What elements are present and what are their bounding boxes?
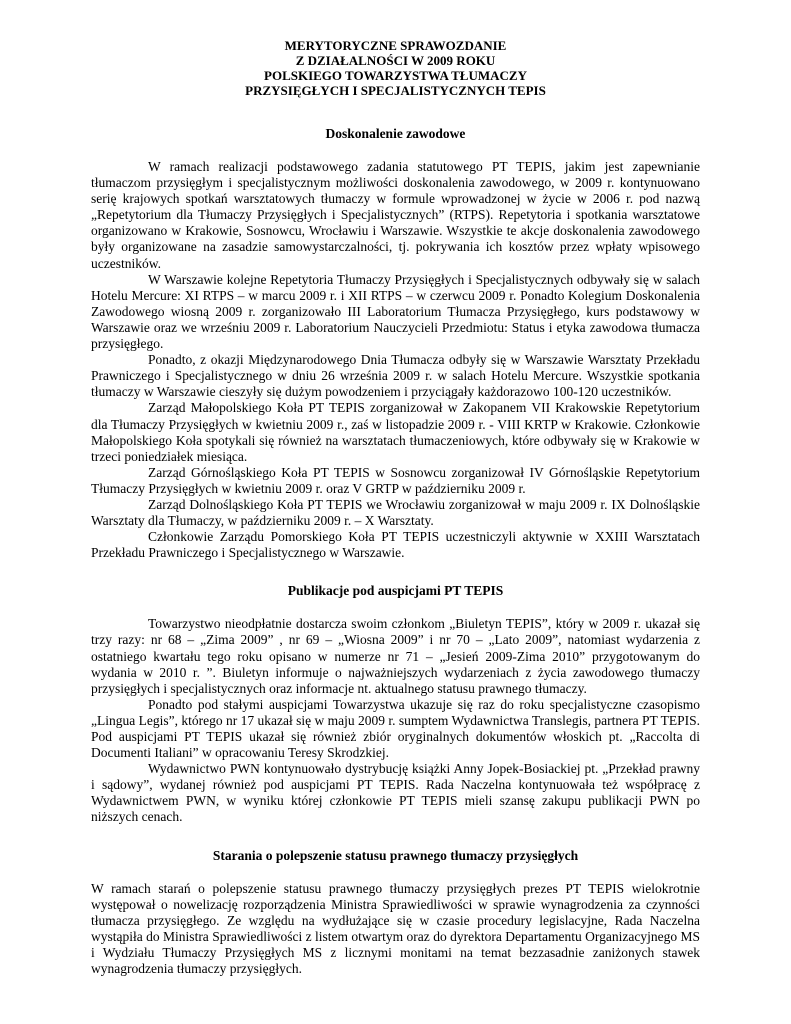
document-title xyxy=(91,38,700,98)
paragraph: W Warszawie kolejne Repetytoria Tłumaczy Przysięgłych i Specjalistycznych odbywały się w salach Hotelu Mercure: XI RTPS – w marcu 2009 r. i XII RTPS – w czerwcu 2009 r. Ponadto Kolegium Doskonalenia Zawodowego wiosną 2009 r. zorganizowało III Laboratorium Tłumacza Przysięgłego, kurs podstawowy w Warszawie oraz we wrześniu 2009 r. Laboratorium Nauczycieli Przedmiotu: Status i etyka zawodowa tłumacza przysięgłego. xyxy=(91,271,700,352)
paragraph: Ponadto, z okazji Międzynarodowego Dnia Tłumacza odbyły się w Warszawie Warsztaty Przekładu Prawniczego i Specjalistycznego w dniu 26 września 2009 r. w salach Hotelu Mercure. Wszystkie spotkania tłumaczy w Warszawie cieszyły się dużym powodzeniem i przyciągały każdorazowo 100-120 uczestników. xyxy=(91,352,700,400)
title-line-4: PRZYSIĘGŁYCH I SPECJALISTYCZNYCH TEPIS xyxy=(245,83,546,98)
paragraph: Zarząd Dolnośląskiego Koła PT TEPIS we Wrocławiu zorganizował w maju 2009 r. IX Dolnośląskie Warsztaty dla Tłumaczy, w październiku 2009 r. – X Warsztaty. xyxy=(91,496,700,529)
paragraph: Członkowie Zarządu Pomorskiego Koła PT TEPIS uczestniczyli aktywnie w XXIII Warsztatach Przekładu Prawniczego i Specjalistycznego w Warszawie. xyxy=(91,529,700,561)
paragraph: Wydawnictwo PWN kontynuowało dystrybucję książki Anny Jopek-Bosiackiej pt. „Przekład prawny i sądowy”, wydanej również pod auspicjami PT TEPIS. Rada Naczelna kontynuowała też współpracę z Wydawnictwem PWN, w wyniku której członkowie PT TEPIS mieli szansę zakupu publikacji PWN po niższych cenach. xyxy=(91,761,700,825)
title-line-3: POLSKIEGO TOWARZYSTWA TŁUMACZY xyxy=(264,68,527,83)
paragraph: Zarząd Górnośląskiego Koła PT TEPIS w Sosnowcu zorganizował IV Górnośląskie Repetytorium Tłumaczy Przysięgłych w kwietniu 2009 r. oraz V GRTP w październiku 2009 r. xyxy=(91,464,700,496)
section-heading-doskonalenie: Doskonalenie zawodowe xyxy=(325,126,466,141)
section-heading-starania: Starania o polepszenie statusu prawnego tłumaczy przysięgłych xyxy=(212,847,579,863)
title-line-1: MERYTORYCZNE SPRAWOZDANIE xyxy=(284,38,507,53)
paragraph: W ramach starań o polepszenie statusu prawnego tłumaczy przysięgłych prezes PT TEPIS wielokrotnie występował o nowelizację rozporządzenia Ministra Sprawiedliwości w sprawie wynagrodzenia za czynności tłumacza przysięgłego. Ze względu na wydłużające się w czasie procedury legislacyjne, Rada Naczelna wystąpiła do Ministra Sprawiedliwości z listem otwartym oraz do dyrektora Departamentu Organizacyjnego MS i Wydziału Tłumaczy Przysięgłych MS z licznymi monitami na temat bezzasadnie zaniżonych stawek wynagrodzenia tłumaczy przysięgłych. xyxy=(91,880,700,977)
paragraph: Zarząd Małopolskiego Koła PT TEPIS zorganizował w Zakopanem VII Krakowskie Repetytorium dla Tłumaczy Przysięgłych w kwietniu 2009 r., zaś w listopadzie 2009 r. - VIII KRTP w Krakowie. Członkowie Małopolskiego Koła spotykali się również na warsztatach tłumaczeniowych, które odbywały się w Krakowie w trzeci poniedziałek miesiąca. xyxy=(91,400,700,464)
paragraph: Ponadto pod stałymi auspicjami Towarzystwa ukazuje się raz do roku specjalistyczne czasopismo „Lingua Legis”, którego nr 17 ukazał się w maju 2009 r. sumptem Wydawnictwa Translegis, partnera PT TEPIS. Pod auspicjami PT TEPIS ukazał się również zbiór oryginalnych dokumentów włoskich pt. „Raccolta di Documenti Italiani” w opracowaniu Teresy Skrodzkiej. xyxy=(91,696,700,761)
paragraph: W ramach realizacji podstawowego zadania statutowego PT TEPIS, jakim jest zapewnianie tłumaczom przysięgłym i specjalistycznym możliwości doskonalenia zawodowego, w 2009 r. kontynuowano serię krajowych spotkań warsztatowych tłumaczy w formule wprowadzonej w życie w 2006 r. pod nazwą „Repetytorium dla Tłumaczy Przysięgłych i Specjalistycznych” (RTPS). Repetytoria i spotkania warsztatowe organizowano w Krakowie, Sosnowcu, Wrocławiu i Warszawie. Wszystkie te akcje doskonalenia zawodowego były organizowane na zasadzie samowystarczalności, tj. pokrywania ich kosztów przez wpłaty wpisowego uczestników. xyxy=(91,159,700,271)
paragraph: Towarzystwo nieodpłatnie dostarcza swoim członkom „Biuletyn TEPIS”, który w 2009 r. ukazał się trzy razy: nr 68 – „Zima 2009” , nr 69 – „Wiosna 2009” i nr 70 – „Lato 2009”, natomiast wydarzenia z ostatniego kwartału tego roku opisano w numerze nr 71 – „Jesień 2009-Zima 2010” przygotowanym do wydania w 2010 r. ”. Biuletyn informuje o najważniejszych wydarzeniach z życia zawodowego tłumaczy przysięgłych i specjalistycznych oraz informacje nt. aktualnego statusu prawnego tłumaczy. xyxy=(91,616,700,696)
section-heading-publikacje: Publikacje pod auspicjami PT TEPIS xyxy=(287,583,504,599)
title-line-2: Z DZIAŁALNOŚCI W 2009 ROKU xyxy=(295,53,496,68)
